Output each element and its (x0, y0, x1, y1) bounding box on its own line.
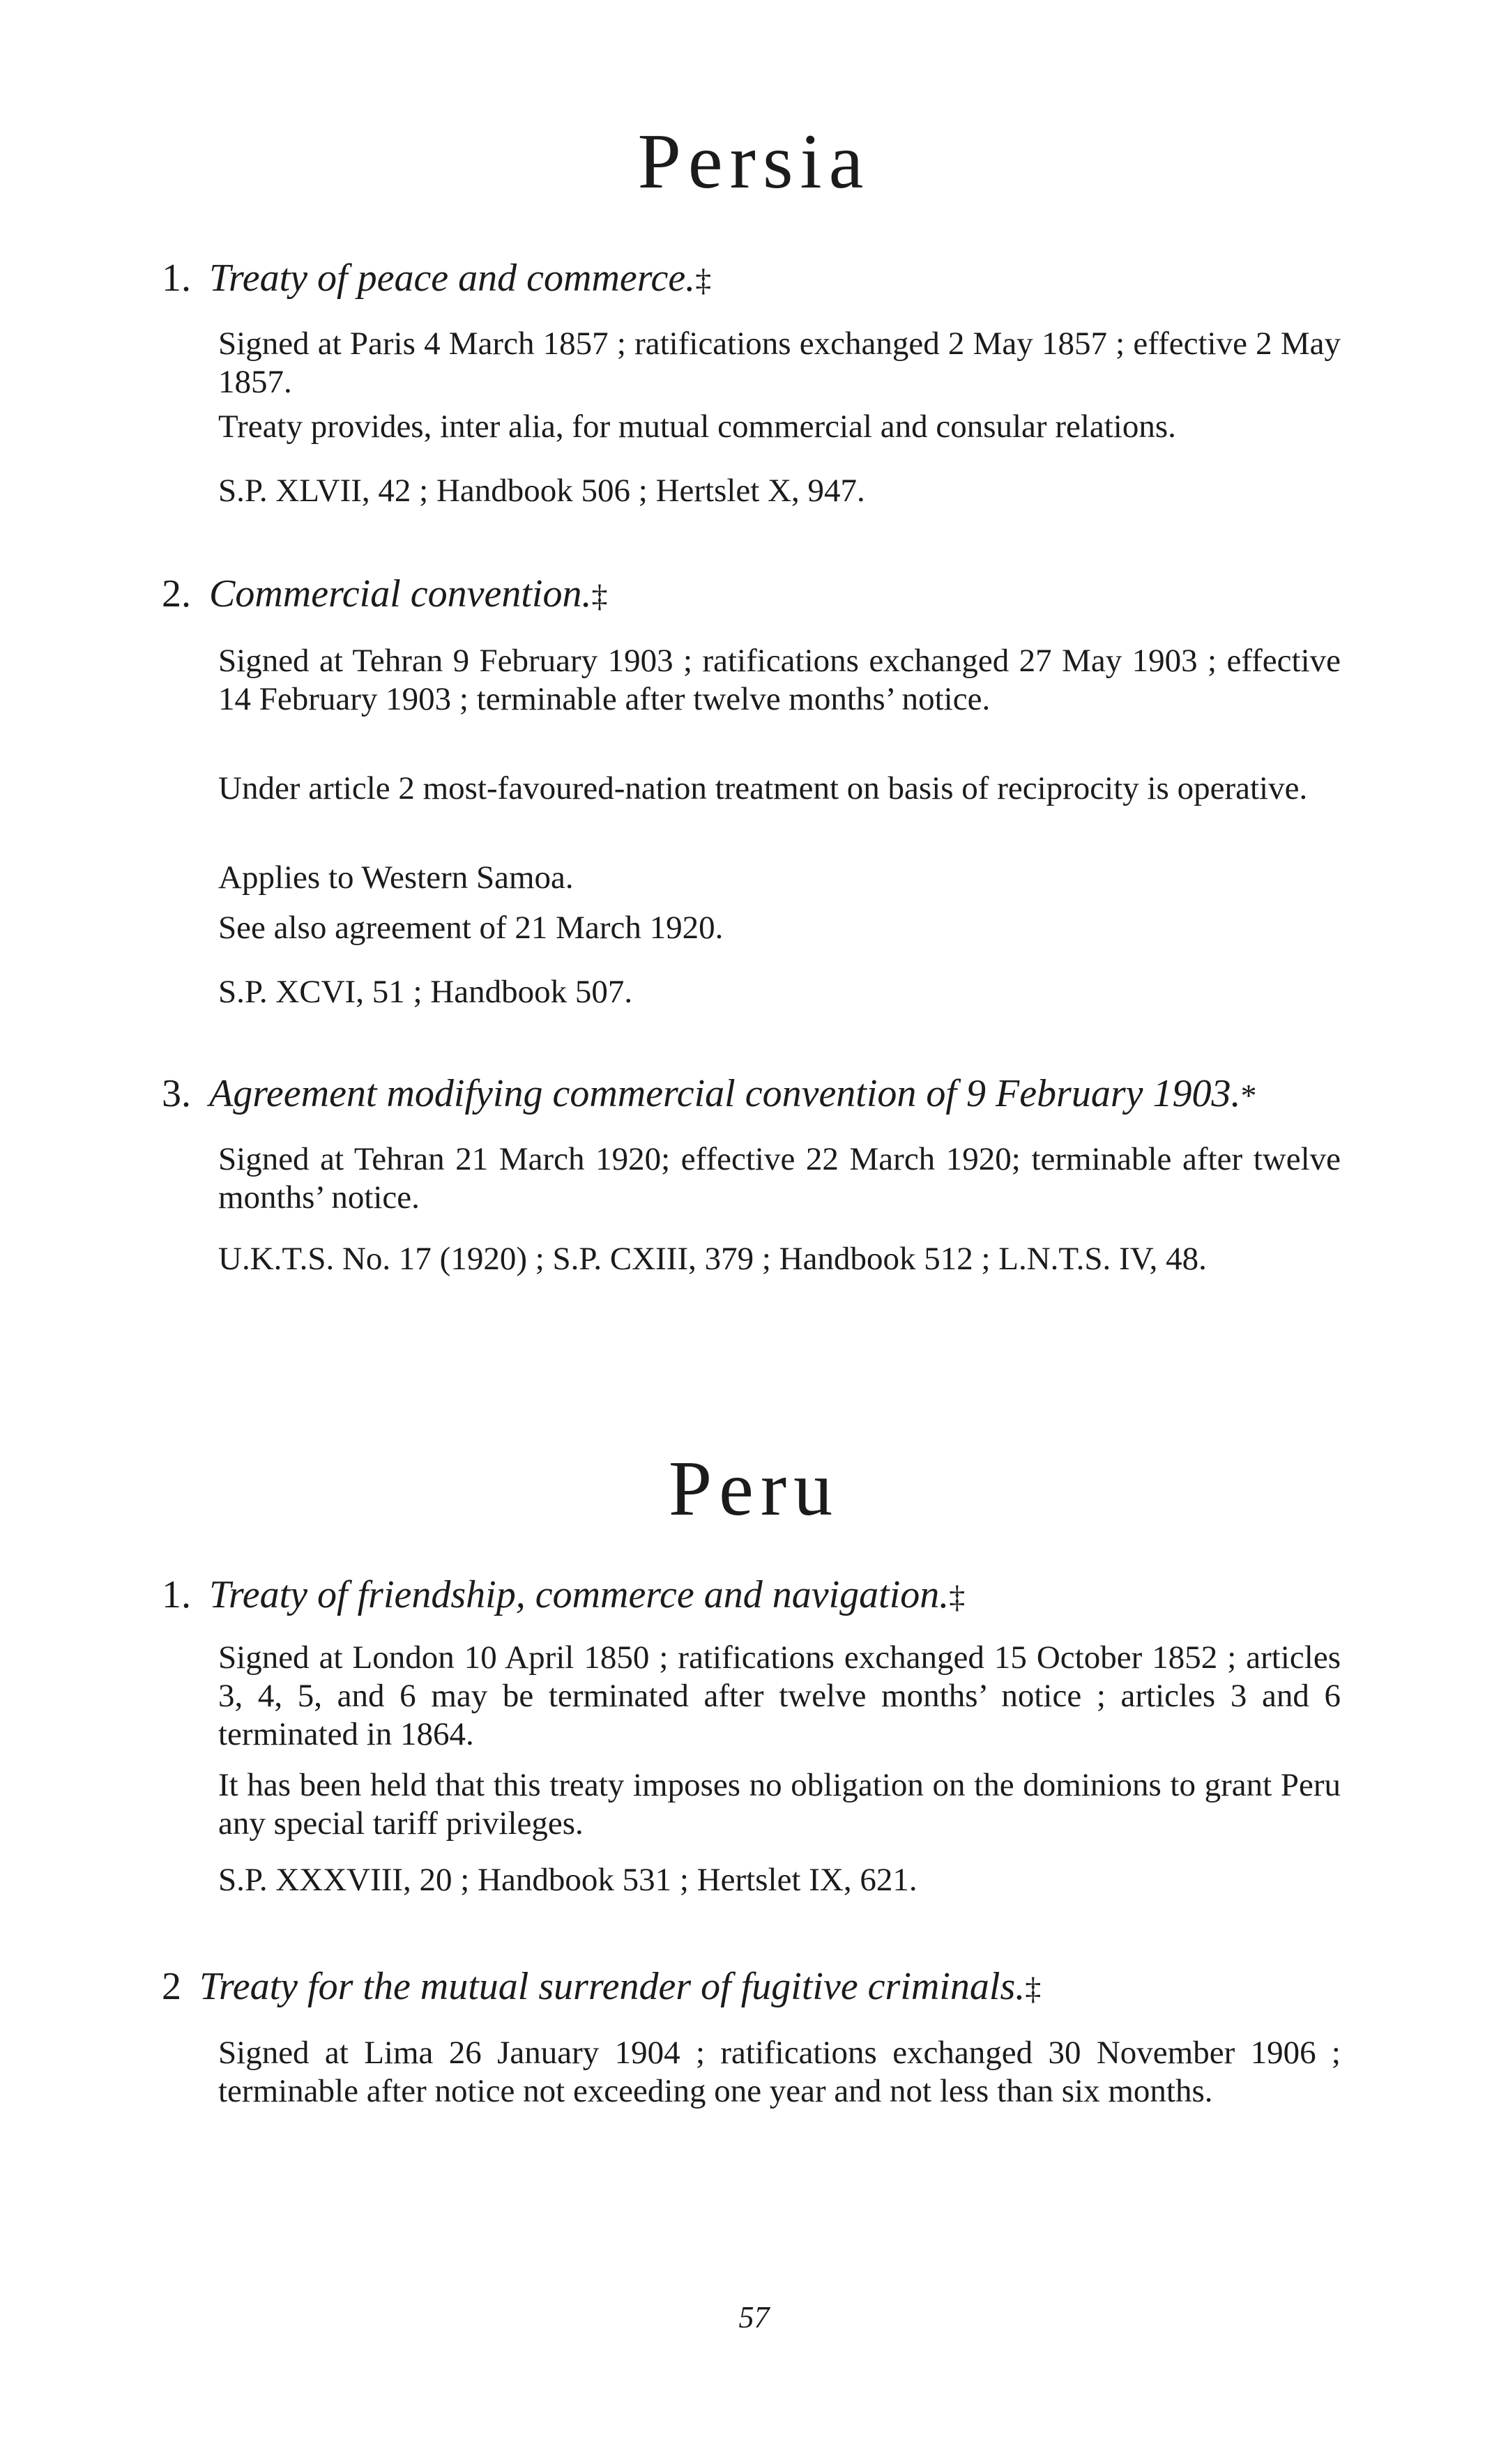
entry-paragraph: Signed at Tehran 9 February 1903 ; ratifications exchanged 27 May 1903 ; effective 14 February 1903 ; terminable after twelve months’ notice. (218, 643, 1341, 717)
entry-paragraph: It has been held that this treaty imposes no obligation on the dominions to grant Peru any special tariff privileges. (218, 1767, 1341, 1842)
entry-paragraph: Under article 2 most-favoured-nation treatment on basis of reciprocity is operative. (218, 770, 1308, 806)
double-dagger-mark: ‡ (949, 1579, 966, 1614)
entry-paragraph: Signed at Paris 4 March 1857 ; ratifications exchanged 2 May 1857 ; effective 2 May 1857. (218, 326, 1341, 400)
entry-citation: S.P. XLVII, 42 ; Handbook 506 ; Hertslet X, 947. (218, 473, 865, 509)
entry-paragraph: See also agreement of 21 March 1920. (218, 910, 724, 946)
page-number: 57 (738, 2300, 770, 2334)
entry-heading (162, 1071, 1257, 1118)
entry-heading (162, 256, 711, 303)
country-heading-peru: Peru (668, 1446, 840, 1532)
entry-heading (162, 1572, 965, 1619)
double-dagger-mark: ‡ (1025, 1971, 1042, 2006)
entry-number: 2 (162, 1965, 181, 2008)
entry-citation: S.P. XCVI, 51 ; Handbook 507. (218, 974, 633, 1010)
entry-title: Treaty for the mutual surrender of fugitive criminals. (199, 1965, 1026, 2008)
entry-paragraph: Signed at Tehran 21 March 1920; effective 22 March 1920; terminable after twelve months’ notice. (218, 1141, 1341, 1216)
entry-citation: U.K.T.S. No. 17 (1920) ; S.P. CXIII, 379 ; Handbook 512 ; L.N.T.S. IV, 48. (218, 1241, 1207, 1277)
asterisk-mark: * (1240, 1078, 1257, 1113)
entry-number: 2. (162, 572, 191, 615)
entry-paragraph: Treaty provides, inter alia, for mutual commercial and consular relations. (218, 408, 1176, 445)
entry-citation: S.P. XXXVIII, 20 ; Handbook 531 ; Hertslet IX, 621. (218, 1862, 917, 1898)
entry-number: 1. (162, 257, 191, 300)
entry-heading (162, 572, 607, 618)
entry-number: 1. (162, 1573, 191, 1616)
entry-paragraph: Signed at Lima 26 January 1904 ; ratifications exchanged 30 November 1906 ; terminable after notice not exceeding one year and not less than six months. (218, 2035, 1341, 2109)
double-dagger-mark: ‡ (591, 578, 608, 613)
entry-paragraph: Applies to Western Samoa. (218, 859, 574, 896)
double-dagger-mark: ‡ (695, 262, 712, 298)
entry-heading (162, 1964, 1041, 2011)
entry-paragraph: Signed at London 10 April 1850 ; ratifications exchanged 15 October 1852 ; articles 3, 4, 5, and 6 may be terminated after twelve months’ notice ; articles 3 and 6 terminated in 1864. (218, 1639, 1341, 1752)
entry-title: Treaty of peace and commerce. (209, 257, 696, 300)
entry-number: 3. (162, 1072, 191, 1115)
entry-title: Treaty of friendship, commerce and navigation. (209, 1573, 950, 1616)
entry-title: Agreement modifying commercial convention of 9 February 1903. (209, 1072, 1241, 1115)
country-heading-persia: Persia (637, 118, 871, 205)
entry-title: Commercial convention. (209, 572, 592, 615)
